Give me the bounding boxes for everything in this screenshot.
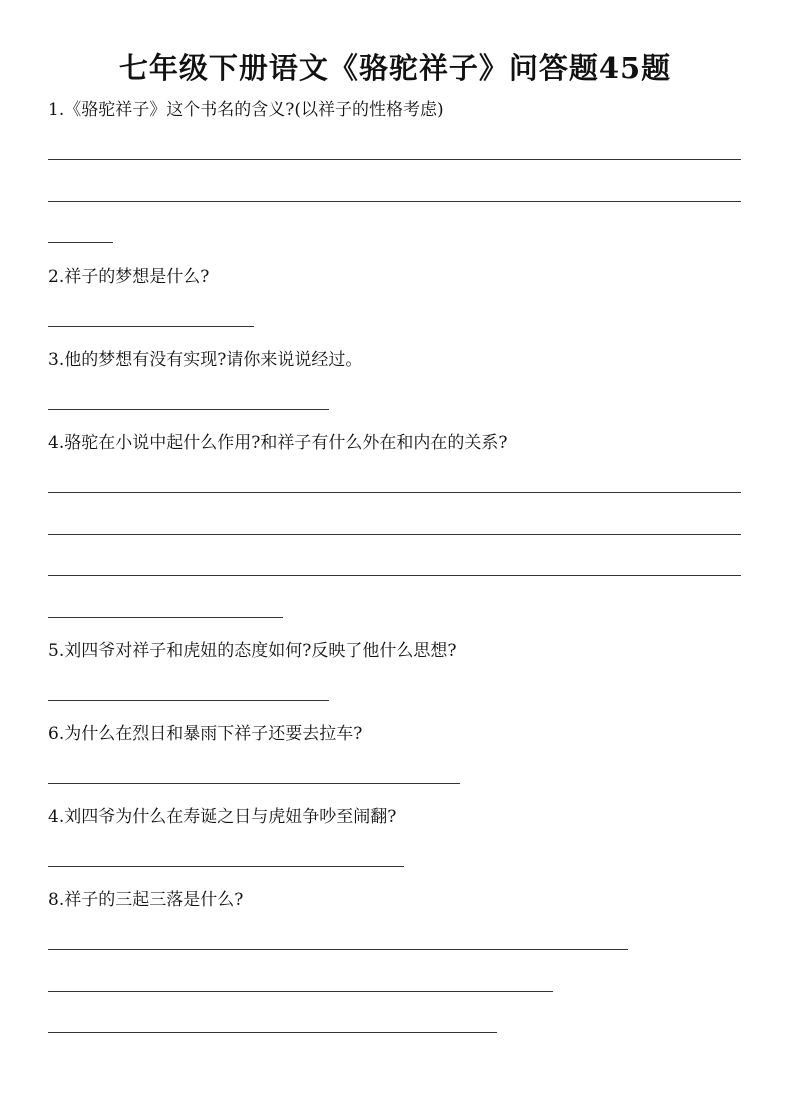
answer-line-6[interactable] xyxy=(48,783,460,784)
question-6: 6.为什么在烈日和暴雨下祥子还要去拉车? xyxy=(48,724,363,744)
answer-line-3[interactable] xyxy=(48,409,329,410)
answer-line-4d[interactable] xyxy=(48,617,283,618)
answer-line-2[interactable] xyxy=(48,326,254,327)
answer-line-7[interactable] xyxy=(48,866,404,867)
answer-line-8b[interactable] xyxy=(48,991,553,992)
answer-line-1a[interactable] xyxy=(48,159,741,160)
worksheet-title: 七年级下册语文《骆驼祥子》问答题45题 xyxy=(118,51,672,85)
question-8: 8.祥子的三起三落是什么? xyxy=(48,890,244,910)
answer-line-4a[interactable] xyxy=(48,492,741,493)
answer-line-4c[interactable] xyxy=(48,575,741,576)
answer-line-8a[interactable] xyxy=(48,949,628,950)
answer-line-5[interactable] xyxy=(48,700,329,701)
question-2: 2.祥子的梦想是什么? xyxy=(48,267,210,287)
answer-line-8c[interactable] xyxy=(48,1032,497,1033)
answer-line-1b[interactable] xyxy=(48,201,741,202)
question-5: 5.刘四爷对祥子和虎妞的态度如何?反映了他什么思想? xyxy=(48,641,457,661)
question-7: 4.刘四爷为什么在寿诞之日与虎妞争吵至闹翻? xyxy=(48,807,397,827)
question-4: 4.骆驼在小说中起什么作用?和祥子有什么外在和内在的关系? xyxy=(48,433,508,453)
question-3: 3.他的梦想有没有实现?请你来说说经过。 xyxy=(48,350,363,370)
answer-line-1c[interactable] xyxy=(48,242,113,243)
question-1: 1.《骆驼祥子》这个书名的含义?(以祥子的性格考虑) xyxy=(48,100,444,120)
answer-line-4b[interactable] xyxy=(48,534,741,535)
